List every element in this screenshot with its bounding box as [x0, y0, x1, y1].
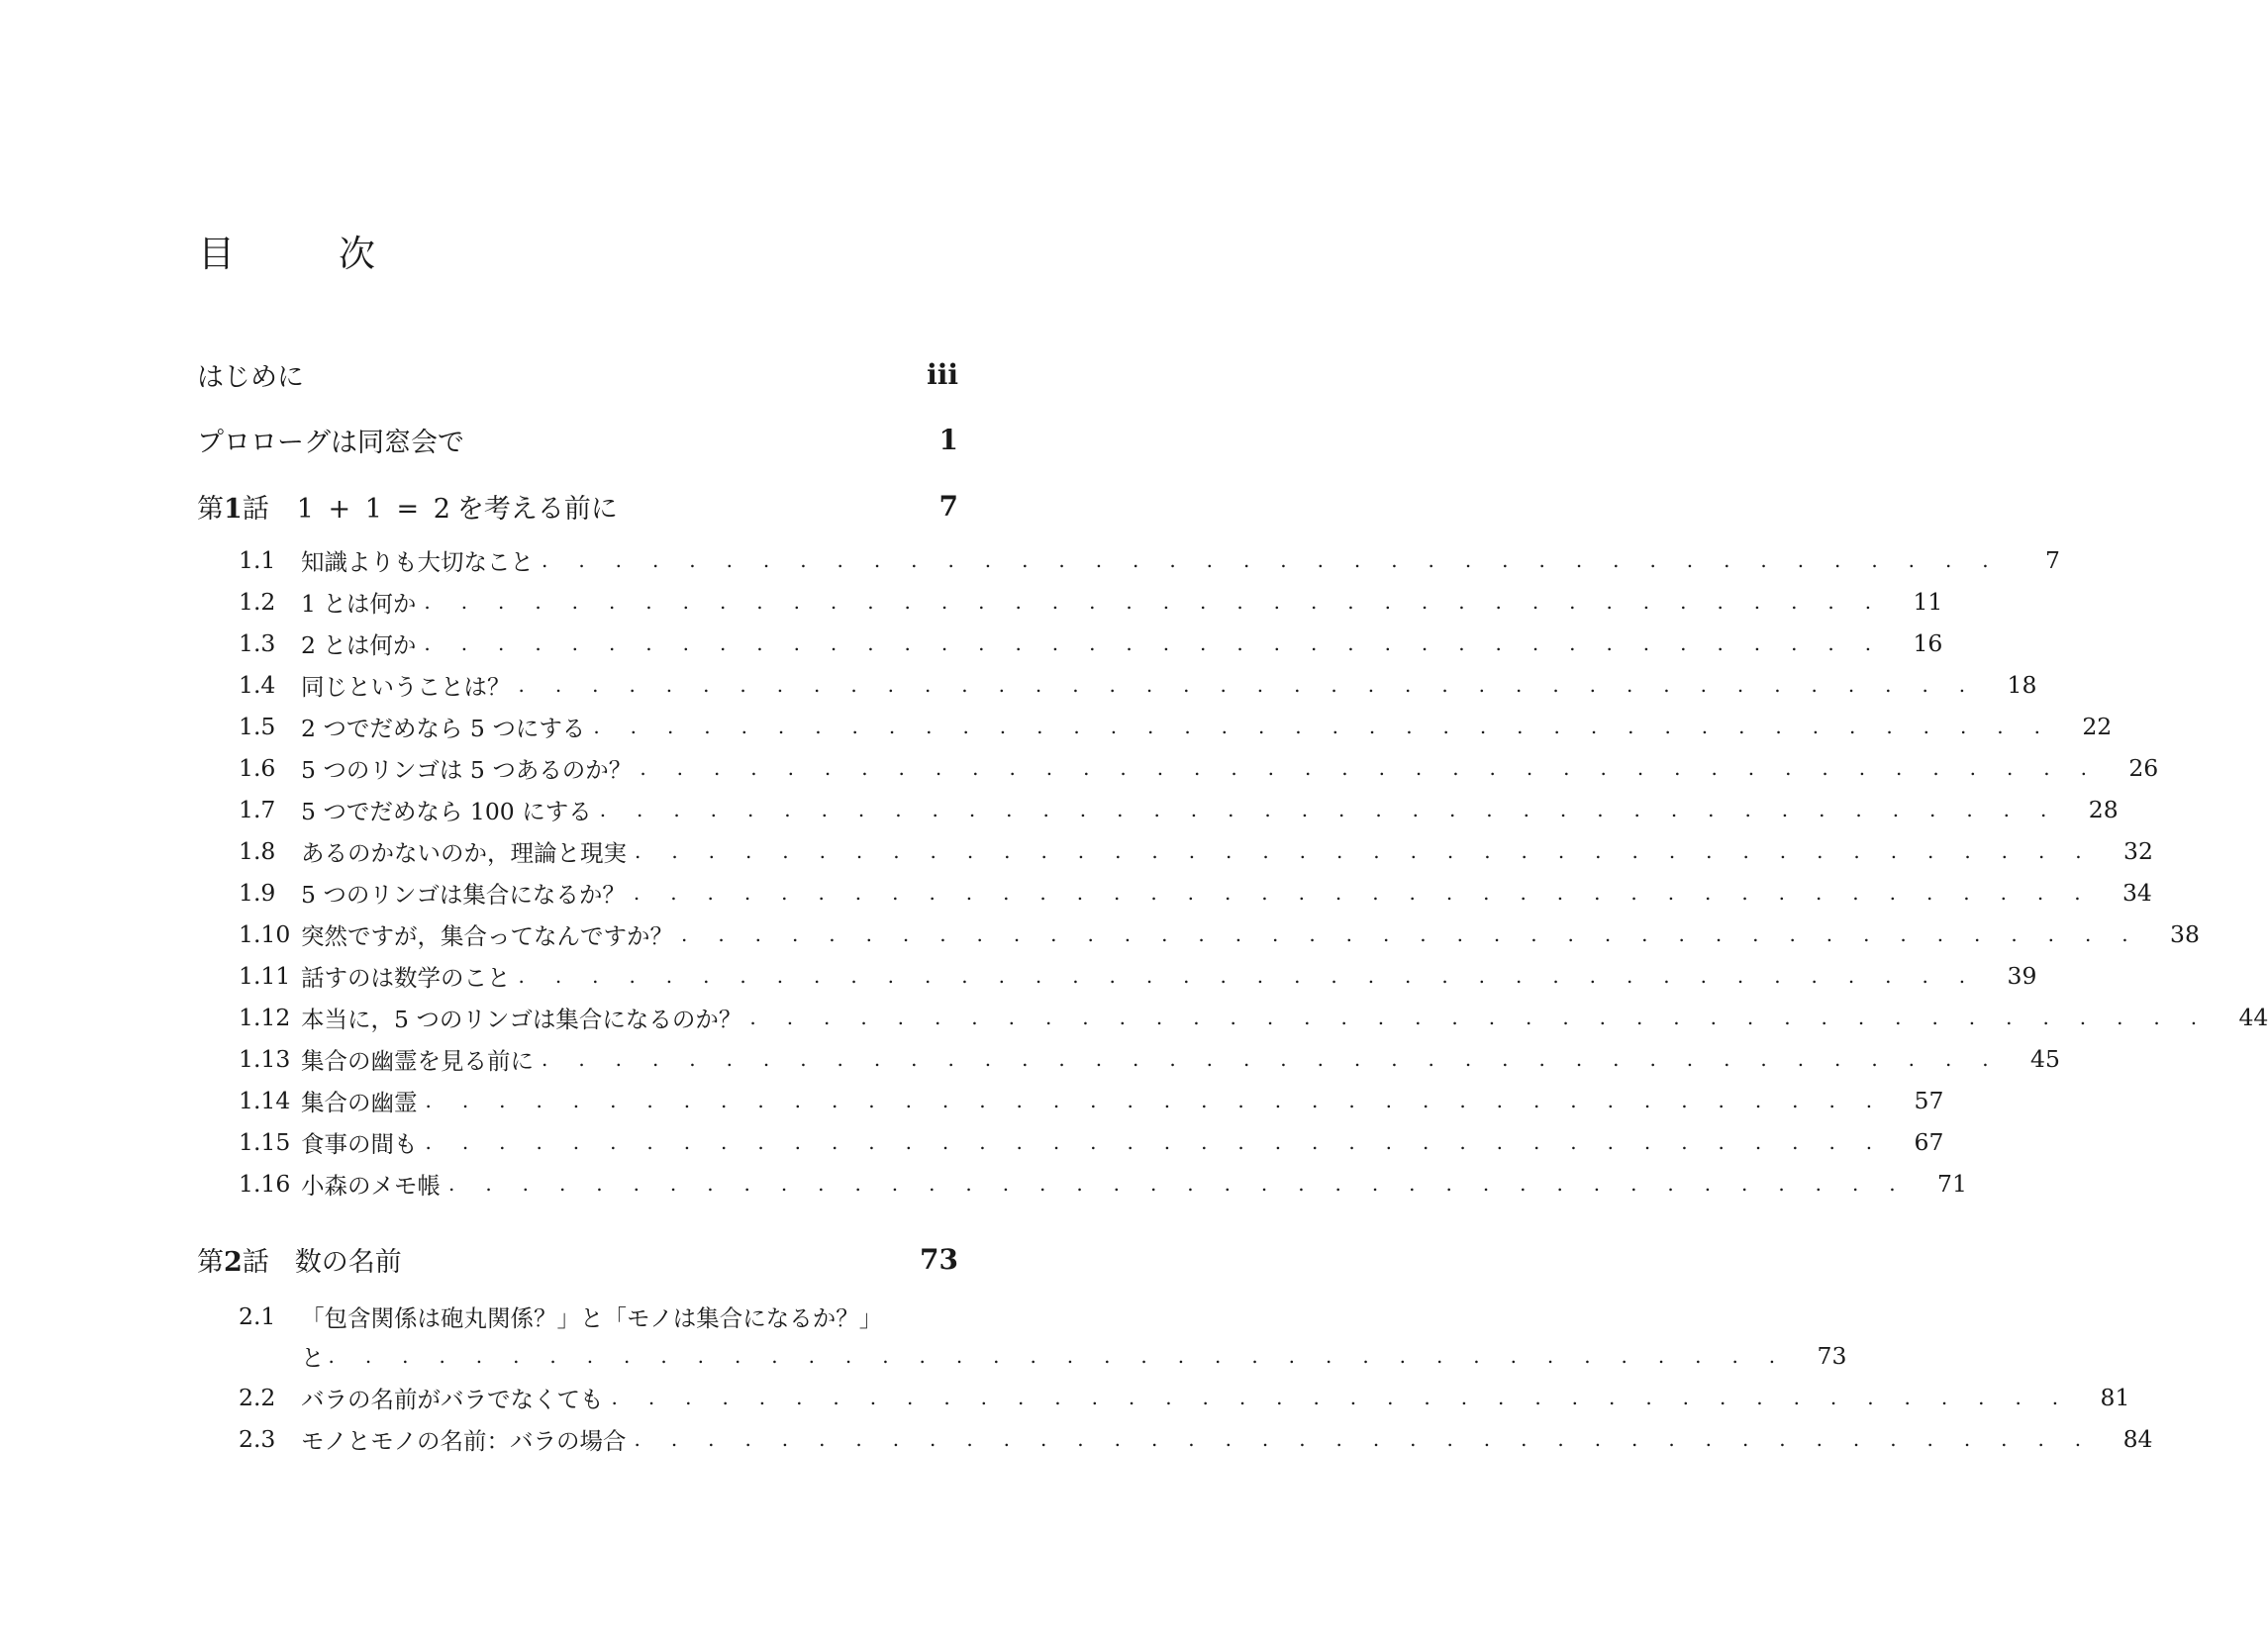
toc-section-row[interactable]: [239, 1039, 2060, 1079]
chapter-prefix: 第: [197, 493, 224, 525]
toc-section-row[interactable]: [239, 1081, 1944, 1120]
toc-entry-label: はじめに: [197, 361, 304, 393]
toc-section-row[interactable]: [239, 956, 2037, 996]
toc-section-row[interactable]: [239, 831, 2153, 871]
section-title: 1 とは何か: [301, 590, 417, 618]
chapter-title: 数の名前: [294, 1246, 402, 1278]
chapter-prefix: 第: [197, 1246, 224, 1278]
toc-section-row[interactable]: [239, 540, 2060, 580]
section-number: 1.14: [239, 1087, 291, 1114]
toc-section-row[interactable]: [239, 790, 2119, 829]
section-title: 「包含関係は砲丸関係？」と「モノは集合になるか？」: [301, 1304, 883, 1332]
section-number: 1.2: [239, 588, 276, 616]
dot-leader: . . . . . . . . . . . . . . . . . . . . . . . . . . . . . . . . . . . . . . . .: [542, 548, 2001, 572]
toc-section-row-continued[interactable]: [239, 1336, 1847, 1376]
section-number: 1.8: [239, 837, 276, 865]
section-number: 1.4: [239, 671, 276, 699]
toc-chapter-page: 73: [920, 1242, 958, 1276]
section-number: 1.11: [239, 962, 291, 990]
dot-leader: . . . . . . . . . . . . . . . . . . . . . . . . . . . . . . . . . . . . . . . .: [424, 590, 1884, 614]
chapter-number: 1: [224, 493, 243, 525]
chapter-number: 2: [224, 1246, 243, 1278]
section-page: 26: [2128, 754, 2159, 782]
toc-chapter-2[interactable]: [197, 1237, 958, 1281]
section-page: 18: [2007, 671, 2037, 699]
section-page: 45: [2030, 1045, 2060, 1073]
dot-leader: . . . . . . . . . . . . . . . . . . . . . . . . . . . . . . . . . . . . . . . .: [425, 1089, 1885, 1112]
section-title: 2 つでだめなら 5 つにする: [301, 715, 586, 742]
dot-leader: . . . . . . . . . . . . . . . . . . . . . . . . . . . . . . . . . . . . . . . .: [681, 922, 2140, 946]
dot-leader: . . . . . . . . . . . . . . . . . . . . . . . . . . . . . . . . . . . . . . . .: [640, 756, 2100, 780]
section-page: 7: [2044, 546, 2060, 574]
section-page: 81: [2100, 1384, 2130, 1411]
toc-chapter-1[interactable]: [197, 484, 958, 528]
dot-leader: . . . . . . . . . . . . . . . . . . . . . . . . . . . . . . . . . . . . . . . .: [611, 1386, 2071, 1409]
dot-leader: . . . . . . . . . . . . . . . . . . . . . . . . . . . . . . . . . . . . . . . .: [518, 964, 1978, 988]
toc-section-row[interactable]: [239, 624, 1943, 663]
dot-leader: . . . . . . . . . . . . . . . . . . . . . . . . . . . . . . . . . . . . . . . .: [635, 839, 2094, 863]
section-page: 67: [1914, 1128, 1944, 1156]
dot-leader: . . . . . . . . . . . . . . . . . . . . . . . . . . . . . . . . . . . . . . . .: [542, 1047, 2001, 1071]
toc-chapter-page: 7: [938, 489, 958, 523]
dot-leader: . . . . . . . . . . . . . . . . . . . . . . . . . . . . . . . . . . . . . . . .: [633, 881, 2093, 905]
toc-section-row[interactable]: [239, 748, 2159, 788]
dot-leader: . . . . . . . . . . . . . . . . . . . . . . . . . . . . . . . . . . . . . . . .: [593, 715, 2053, 738]
dot-leader: . . . . . . . . . . . . . . . . . . . . . . . . . . . . . . . . . . . . . . . .: [424, 631, 1884, 655]
section-page: 57: [1914, 1087, 1944, 1114]
section-number: 1.13: [239, 1045, 291, 1073]
toc-section-row[interactable]: [239, 873, 2152, 913]
section-title: 突然ですが，集合ってなんですか？: [301, 922, 673, 950]
section-number: 1.10: [239, 920, 291, 948]
section-title: 5 つのリンゴは 5 つあるのか？: [301, 756, 633, 784]
section-page: 38: [2170, 920, 2200, 948]
section-page: 22: [2082, 713, 2113, 740]
dot-leader: . . . . . . . . . . . . . . . . . . . . . . . . . . . . . . . . . . . . . . . .: [518, 673, 1978, 697]
dot-leader: . . . . . . . . . . . . . . . . . . . . . . . . . . . . . . . . . . . . . . . .: [749, 1006, 2210, 1029]
section-page: 11: [1913, 588, 1943, 616]
section-page: 84: [2122, 1425, 2153, 1453]
section-title: 2 とは何か: [301, 631, 417, 659]
toc-entry-preface[interactable]: [197, 352, 958, 396]
toc-section-row[interactable]: [239, 1122, 1944, 1162]
toc-section-row[interactable]: [239, 665, 2037, 705]
toc-chapter-label: [197, 487, 618, 526]
section-title: バラの名前がバラでなくても: [301, 1386, 604, 1413]
section-title: 話すのは数学のこと: [301, 964, 511, 992]
toc-section-row[interactable]: [239, 707, 2113, 746]
section-title: 本当に，5 つのリンゴは集合になるのか？: [301, 1006, 742, 1033]
section-number: 1.3: [239, 629, 276, 657]
section-number: 2.1: [239, 1302, 276, 1330]
section-number: 1.9: [239, 879, 276, 907]
chapter-math: 1 + 1 = 2: [296, 493, 453, 525]
section-page: 16: [1913, 629, 1943, 657]
chapter-suffix: 話: [242, 493, 269, 525]
dot-leader: . . . . . . . . . . . . . . . . . . . . . . . . . . . . . . . . . . . . . . . .: [599, 798, 2059, 821]
section-title: 集合の幽霊: [301, 1089, 418, 1116]
section-page: 39: [2007, 962, 2037, 990]
section-number: 1.6: [239, 754, 276, 782]
section-title: モノとモノの名前：バラの場合: [301, 1427, 627, 1455]
page-title: 目 次: [198, 233, 409, 275]
section-page: 32: [2123, 837, 2153, 865]
section-title: 同じということは？: [301, 673, 511, 701]
section-number: 1.12: [239, 1004, 291, 1031]
toc-section-row[interactable]: [239, 1297, 958, 1336]
toc-chapter-label: [197, 1240, 402, 1279]
toc-section-row[interactable]: [239, 998, 2268, 1037]
section-title-continued: と: [301, 1344, 325, 1372]
toc-entry-page: iii: [927, 357, 958, 391]
toc-entry-prologue[interactable]: [197, 418, 958, 461]
dot-leader: . . . . . . . . . . . . . . . . . . . . . . . . . . . . . . . . . . . . . . . .: [448, 1172, 1908, 1196]
section-page: 73: [1817, 1342, 1847, 1370]
section-page: 71: [1937, 1170, 1967, 1198]
toc-section-row[interactable]: [239, 1164, 1967, 1204]
dot-leader: . . . . . . . . . . . . . . . . . . . . . . . . . . . . . . . . . . . . . . . .: [634, 1427, 2094, 1451]
section-number: 1.15: [239, 1128, 291, 1156]
section-title: 5 つのリンゴは集合になるか？: [301, 881, 626, 909]
section-title: 集合の幽霊を見る前に: [301, 1047, 534, 1075]
toc-section-row[interactable]: [239, 1378, 2130, 1417]
chapter-title: を考える前に: [456, 493, 618, 525]
section-number: 1.5: [239, 713, 276, 740]
section-number: 1.1: [239, 546, 276, 574]
section-title: あるのかないのか，理論と現実: [301, 839, 627, 867]
toc-section-row[interactable]: [239, 915, 2200, 954]
toc-entry-label: プロローグは同窓会で: [197, 427, 464, 458]
section-page: 34: [2121, 879, 2152, 907]
chapter-suffix: 話: [242, 1246, 269, 1278]
section-number: 1.16: [239, 1170, 291, 1198]
toc-section-row[interactable]: [239, 1419, 2153, 1459]
toc-section-row[interactable]: [239, 582, 1943, 622]
section-title: 食事の間も: [301, 1130, 418, 1158]
section-title: 5 つでだめなら 100 にする: [301, 798, 592, 825]
section-title: 知識よりも大切なこと: [301, 548, 534, 576]
section-page: 28: [2088, 796, 2119, 823]
dot-leader: . . . . . . . . . . . . . . . . . . . . . . . . . . . . . . . . . . . . . . . .: [425, 1130, 1885, 1154]
section-number: 2.3: [239, 1425, 276, 1453]
section-number: 1.7: [239, 796, 276, 823]
section-page: 44: [2238, 1004, 2268, 1031]
section-title: 小森のメモ帳: [301, 1172, 441, 1200]
dot-leader: . . . . . . . . . . . . . . . . . . . . . . . . . . . . . . . . . . . . . . . .: [328, 1344, 1788, 1368]
toc-entry-page: 1: [938, 423, 958, 456]
section-number: 2.2: [239, 1384, 276, 1411]
